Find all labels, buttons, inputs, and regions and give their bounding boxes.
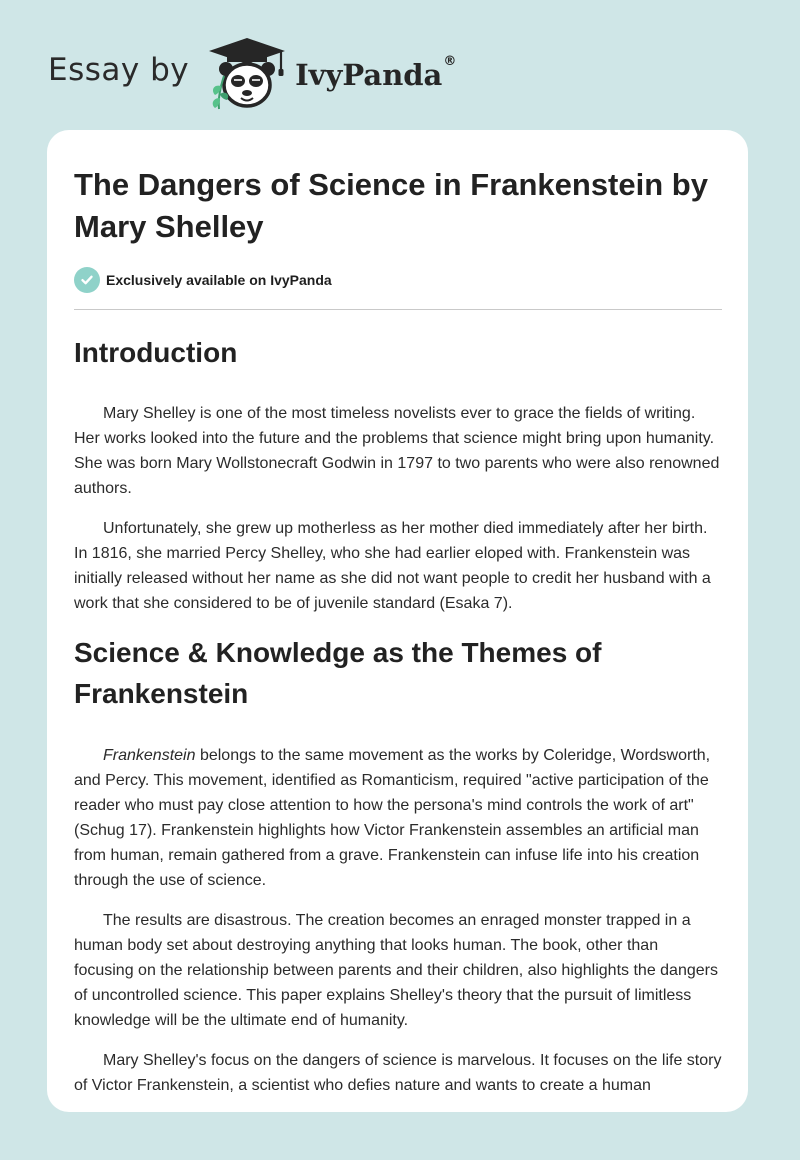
essay-by-label: Essay by [48, 52, 190, 88]
exclusive-badge [74, 265, 722, 295]
section-heading-science-knowledge: Science & Knowledge as the Themes of Frankenstein [74, 637, 602, 709]
panda-logo-icon [205, 36, 289, 112]
essay-card [47, 130, 748, 1112]
checkmark-icon [74, 267, 100, 293]
book-title-italic: Frankenstein [103, 747, 196, 764]
brand-name: IvyPanda® [295, 54, 457, 92]
essay-title: The Dangers of Science in Frankenstein by Mary Shelley [74, 167, 708, 244]
exclusive-label: Exclusively available on IvyPanda [106, 272, 332, 288]
paragraph: Mary Shelley's focus on the dangers of science is marvelous. It focuses on the life story of Victor Frankenstein, a scientist who defies nature and wants to create a human [74, 1052, 722, 1094]
paragraph: Mary Shelley is one of the most timeless novelists ever to grace the fields of writing. Her works looked into the future and the problems that science might bring upon humanity. She was born Mary Wollstonecraft Godwin in 1797 to two parents who were also renowned authors. [74, 405, 720, 497]
section-heading-introduction: Introduction [74, 337, 238, 368]
paragraph: The results are disastrous. The creation becomes an enraged monster trapped in a human body set about destroying anything that looks human. The book, other than focusing on the relationship between parents and their children, also highlights the dangers of uncontrolled science. This paper explains Shelley's theory that the pursuit of limitless knowledge will be the ultimate end of humanity. [74, 912, 718, 1029]
divider [74, 309, 722, 310]
brand-header [48, 36, 456, 112]
paragraph: Unfortunately, she grew up motherless as her mother died immediately after her birth. In 1816, she married Percy Shelley, who she had earlier eloped with. Frankenstein was initially released without her name as she did not want people to credit her husband with a work that she considered to be of juvenile standard (Esaka 7). [74, 520, 711, 612]
paragraph: Frankenstein belongs to the same movement as the works by Coleridge, Wordsworth, and Percy. This movement, identified as Romanticism, required "active participation of the reader who must pay close attention to how the persona's mind controls the work of art" (Schug 17). Frankenstein highlights how Victor Frankenstein assembles an artificial man from human, remain gathered from a grave. Frankenstein can infuse life into his creation through the use of science. [74, 747, 711, 889]
